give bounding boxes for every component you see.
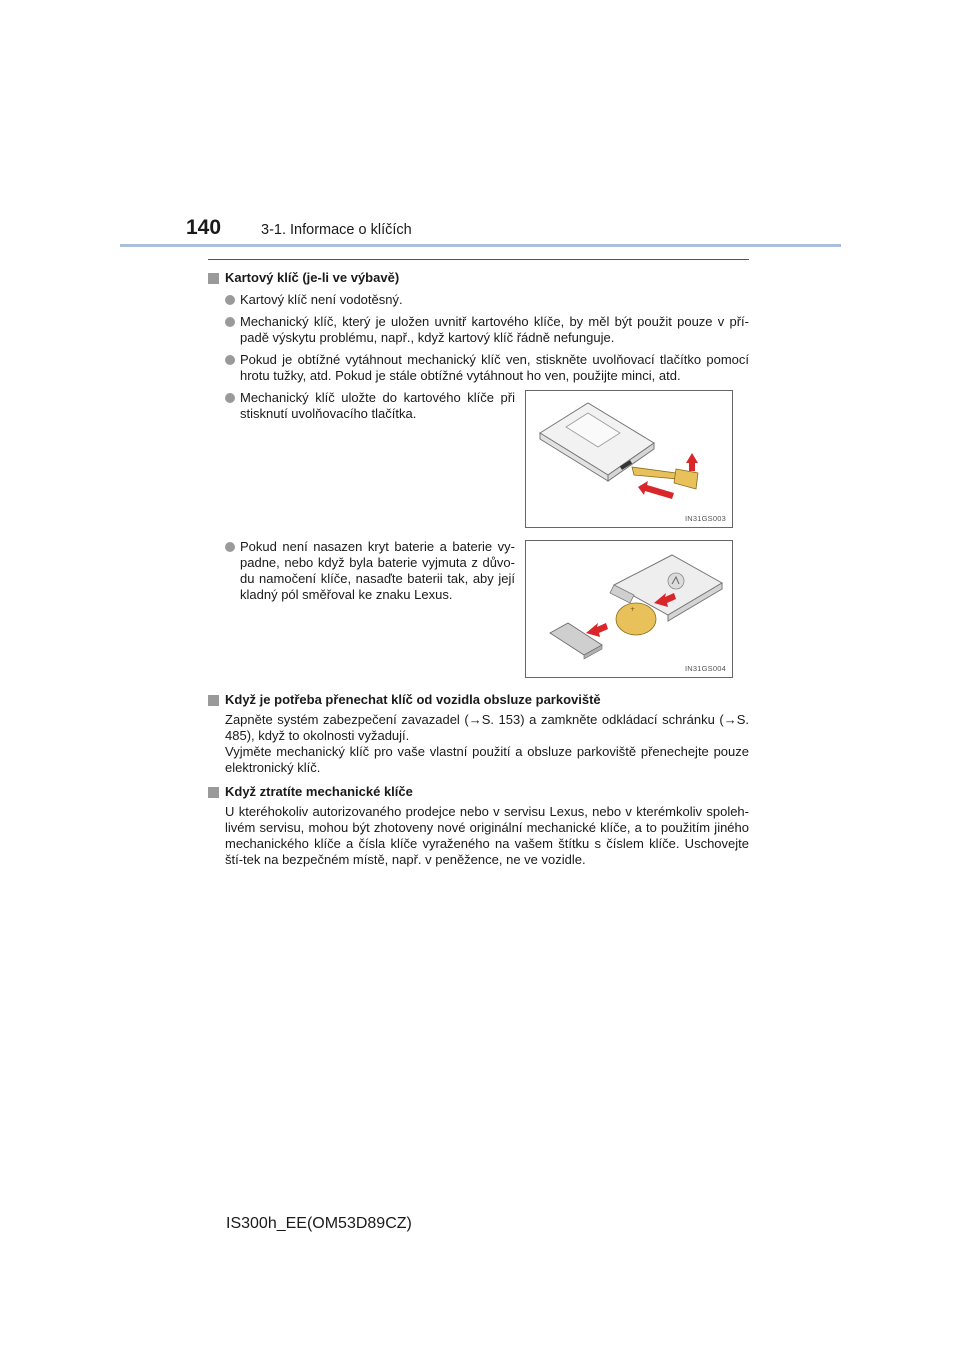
valet-section (208, 692, 749, 776)
model-code: IS300h_EE(OM53D89CZ) (226, 1215, 412, 1232)
lost-keys-section (208, 784, 749, 868)
card-key-section (208, 270, 749, 384)
square-bullet-icon (208, 787, 219, 798)
figure-code: IN31GS003 (685, 514, 726, 523)
valet-text-2: Vyjměte mechanický klíč pro vaše vlastní použití a obsluze parkoviště přenechejte pouze elektronický klíč. (225, 744, 749, 775)
section-divider (208, 259, 749, 260)
page-number: 140 (186, 216, 222, 239)
card-key-heading: Kartový klíč (je-li ve výbavě) (208, 270, 749, 286)
header-rule (120, 244, 841, 247)
dot-bullet-icon (225, 317, 235, 327)
square-bullet-icon (208, 695, 219, 706)
figure-code: IN31GS004 (685, 664, 726, 673)
valet-heading: Když je potřeba přenechat klíč od vozidla obsluze parkoviště (208, 692, 749, 708)
figure-key-insert (525, 390, 733, 528)
dot-bullet-icon (225, 355, 235, 365)
bullet-item: Kartový klíč není vodotěsný. (225, 292, 749, 308)
dot-bullet-icon (225, 393, 235, 403)
bullet-item: Pokud je obtížné vytáhnout mechanický klíč ven, stiskněte uvolňovací tlačítko pomocí hrotu tužky, atd. Pokud je stále obtížné vytáhnout ho ven, použijte minci, atd. (225, 352, 749, 384)
figure-battery (525, 540, 733, 678)
dot-bullet-icon (225, 295, 235, 305)
dot-bullet-icon (225, 542, 235, 552)
svg-text:+: + (630, 606, 636, 613)
section-title: 3-1. Informace o klíčích (261, 222, 412, 238)
bullet-store-key: Mechanický klíč uložte do kartového klíče při stisknutí uvolňovacího tlačítka. (225, 390, 515, 422)
lost-keys-heading: Když ztratíte mechanické klíče (208, 784, 749, 800)
valet-text-1: Zapněte systém zabezpečení zavazadel (→S. 153) a zamkněte odkládací schránku (→S. 485), když to okolnosti vyžadují. (225, 712, 749, 743)
square-bullet-icon (208, 273, 219, 284)
battery-insert-illustration (526, 541, 732, 677)
lost-keys-text: U kteréhokoliv autorizovaného prodejce nebo v servisu Lexus, nebo v kterémkoliv spoleh-livém servisu, mohou být zhotoveny nové originální mechanické klíče, a to použitím jiného mechanického klíče a čísla klíče vyraženého na vašem štítku s číslem klíče. Uschovejte ští-tek na bezpečném místě, např. v peněžence, ne ve vozidle. (225, 804, 749, 867)
card-key-insert-illustration (526, 391, 732, 527)
bullet-battery: Pokud není nasazen kryt baterie a baterie vy-padne, nebo když byla baterie vyjmuta z důvo-du namočení klíče, nasaďte baterii tak, aby její kladný pól směřoval ke znaku Lexus. (225, 539, 515, 603)
bullet-item: Mechanický klíč, který je uložen uvnitř kartového klíče, by měl být použit pouze v pří-padě výskytu problému, např., když kartový klíč řádně nefunguje. (225, 314, 749, 346)
